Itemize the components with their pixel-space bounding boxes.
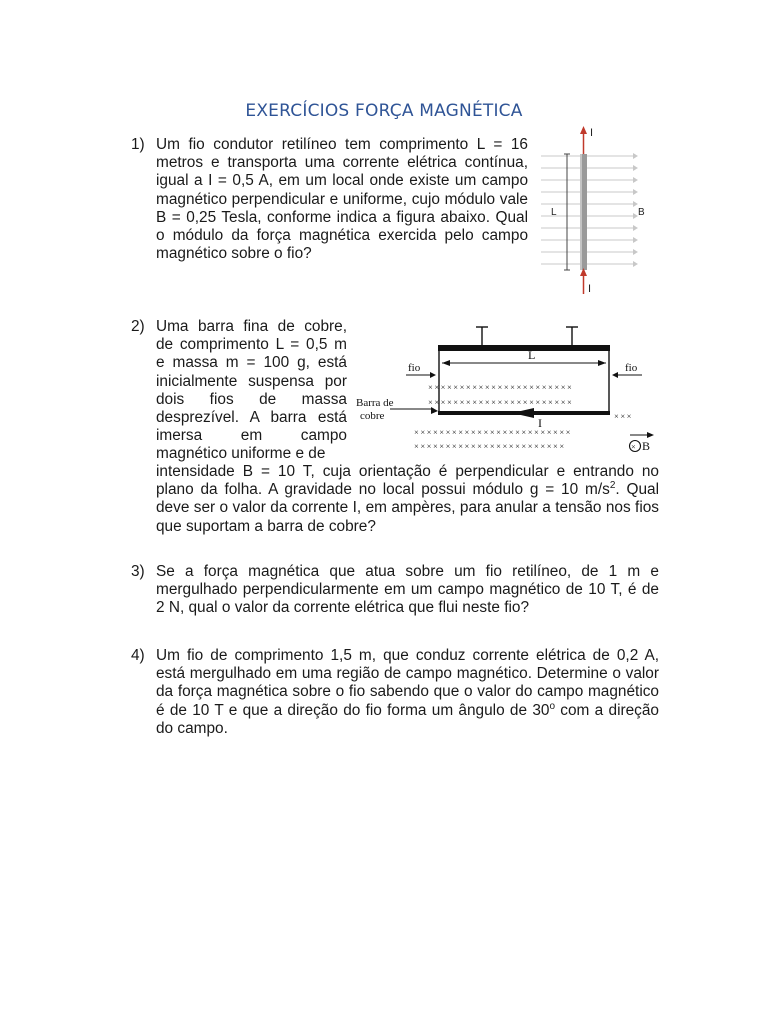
- q1-label-current-top: I: [590, 127, 594, 139]
- q4-number: 4): [131, 647, 145, 664]
- svg-text:× × × × × × × × × × × × × × ×: × × × × × × × × × × × × × × × × × × × × × × × × ×: [414, 427, 571, 437]
- q2-sup: 2: [609, 480, 616, 492]
- q1-number: 1): [131, 136, 145, 153]
- q1-text: Um fio condutor retilíneo tem comprimento L = 16 metros e transporta uma corrente elétrica contínua, igual a I = 0,5 A, em um local onde existe um campo magnético perpendicular e uniforme, cujo módulo vale B = 0,25 Tesla, conforme indica a figura abaixo. Qual o módulo da força magnética exercida pelo campo magnético sobre o fio?: [156, 136, 528, 263]
- q2-label-bar-2: cobre: [360, 410, 385, 422]
- svg-text:× × × × × × × × × × × × × × ×: × × × × × × × × × × × × × × × × × × × × × × × ×: [414, 441, 564, 451]
- q2-text-full: intensidade B = 10 T, cuja orientação é perpendicular e entrando no plano da folha. A gravidade no local possui módulo g = 10 $m/s^2$. Qual deve ser o valor da corrente I, em ampères, para anular a tensão nos fios que suportam a barra de cobre?: [156, 463, 659, 535]
- q2-text-wrapped: Uma barra fina de cobre, de comprimento L = 0,5 m e massa m = 100 g, está inicialmente suspensa por dois fios de massa desprezível. A barra está imersa em campo magnético uniforme e de: [156, 318, 347, 463]
- svg-text:× × × × × × × × × × × × × × ×: × × × × × × × × × × × × × × × × × × × × × × ×: [428, 397, 572, 407]
- q2-figure: [350, 322, 660, 457]
- q2-number: 2): [131, 318, 145, 335]
- svg-text:×: ×: [631, 441, 636, 452]
- q2-label-bar-1: Barra de: [356, 397, 394, 409]
- q3-text: Se a força magnética que atua sobre um fio retilíneo, de 1 m e mergulhado perpendicularmente em um campo magnético de 10 T, é de 2 N, qual o valor da corrente elétrica que flui neste fio?: [156, 563, 659, 617]
- q4-text: Um fio de comprimento 1,5 m, que conduz corrente elétrica de 0,2 A, está mergulhado em uma região de campo magnético. Determine o valor da força magnética sobre o fio sabendo que o valor do campo magnético é de 10 T e que a direção do fio forma um ângulo de 30$^o$ com a direção do campo.: [156, 647, 659, 737]
- q2-label-current: I: [538, 416, 542, 430]
- q1-label-length: L: [551, 207, 557, 218]
- q2-current-arrow: [512, 408, 534, 418]
- page-title: EXERCÍCIOS FORÇA MAGNÉTICA: [245, 101, 523, 121]
- svg-text:× × ×: × × ×: [614, 411, 632, 421]
- q2-support-bar: [438, 345, 610, 351]
- q2-label-fio-right: fio: [625, 362, 638, 374]
- q1-label-current-bottom: I: [588, 283, 592, 295]
- q1-label-field: B: [638, 207, 645, 218]
- q3-number: 3): [131, 563, 145, 580]
- svg-text:× × × × × × × × × × × × × × ×: × × × × × × × × × × × × × × × × × × × × × × ×: [428, 382, 572, 392]
- q2-label-fio-left: fio: [408, 362, 421, 374]
- q2-label-length: L: [528, 348, 536, 362]
- q2-label-field: B: [642, 439, 651, 453]
- q1-figure: [535, 122, 645, 300]
